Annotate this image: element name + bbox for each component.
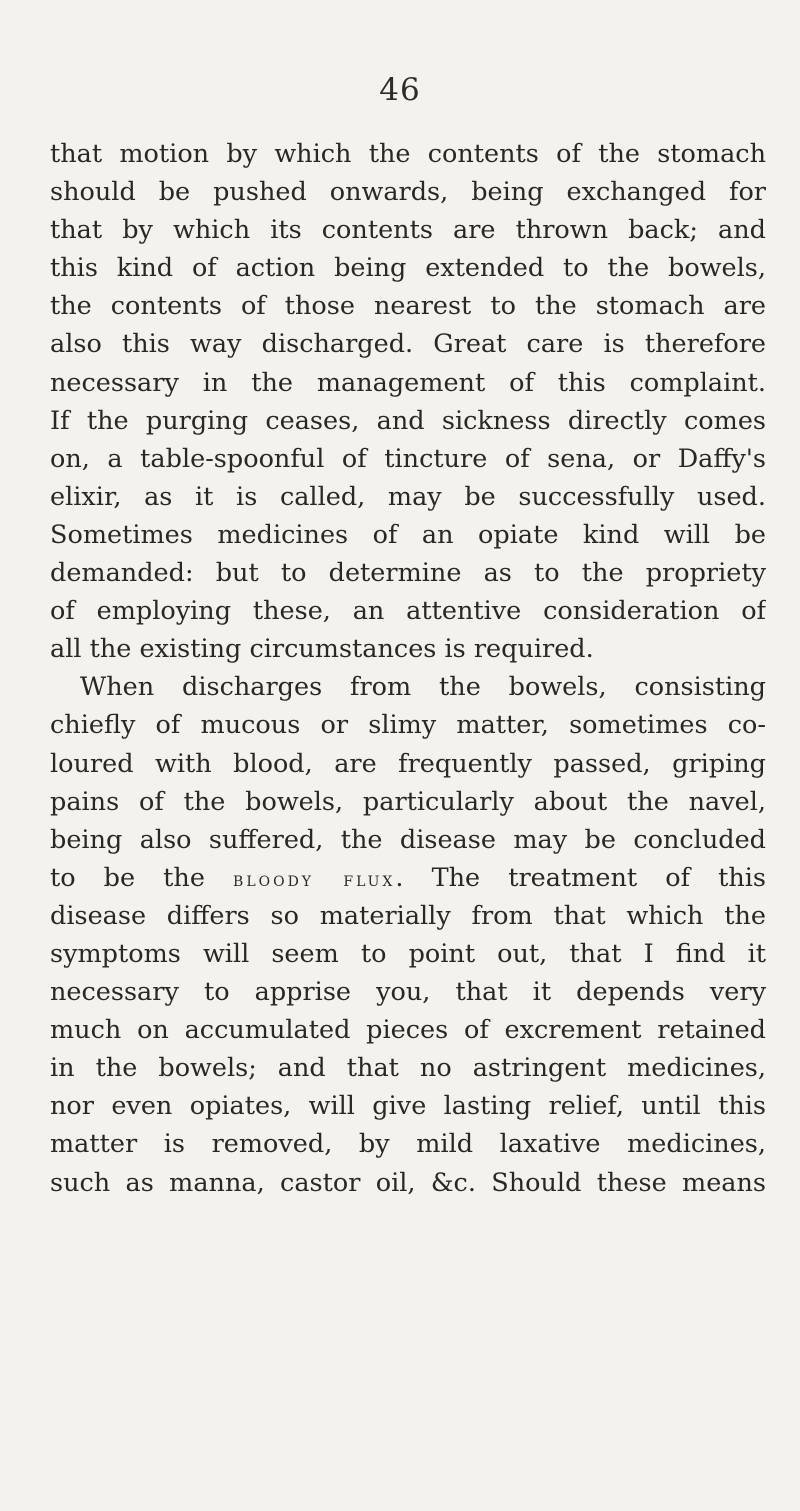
text-line: also this way discharged. Great care is therefore [50, 329, 766, 360]
text-line: much on accumulated pieces of excrement retained [50, 1015, 766, 1046]
text-line: the contents of those nearest to the stomach are [50, 291, 766, 322]
text-line: demanded: but to determine as to the propriety [50, 558, 766, 589]
text-line: in the bowels; and that no astringent medicines, [50, 1053, 766, 1084]
text-segment: . The treatment of this [395, 862, 766, 893]
text-line: symptoms will seem to point out, that I find it [50, 938, 766, 969]
text-line-with-small-caps [50, 859, 766, 897]
small-caps-term: bloody flux [233, 866, 396, 891]
text-line: being also suffered, the disease may be concluded [50, 824, 766, 855]
text-line: all the existing circumstances is required. [50, 634, 594, 665]
text-line: on, a table-spoonful of tincture of sena, or Daffy's [50, 443, 766, 474]
text-segment: to be the [50, 862, 234, 893]
text-line: Sometimes medicines of an opiate kind will be [50, 519, 766, 550]
text-line: that motion by which the contents of the stomach [50, 139, 766, 169]
text-line: that by which its contents are thrown back; and [50, 215, 766, 246]
text-line: When discharges from the bowels, consisting [80, 672, 766, 703]
text-line: disease differs so materially from that which the [50, 900, 766, 931]
text-line: If the purging ceases, and sickness directly comes [50, 405, 766, 436]
text-line: pains of the bowels, particularly about the navel, [50, 786, 766, 817]
body-text [50, 135, 766, 1202]
text-line: such as manna, castor oil, &c. Should these means [50, 1167, 766, 1198]
text-line: necessary in the management of this complaint. [50, 367, 766, 398]
text-line: loured with blood, are frequently passed, griping [50, 748, 766, 779]
text-line: this kind of action being extended to the bowels, [50, 253, 766, 284]
text-line: should be pushed onwards, being exchanged for [50, 177, 766, 208]
text-line: chiefly of mucous or slimy matter, sometimes co- [50, 710, 766, 741]
page-number: 46 [379, 72, 421, 108]
text-line: matter is removed, by mild laxative medicines, [50, 1129, 766, 1160]
text-line: of employing these, an attentive consideration of [50, 596, 766, 627]
text-line: elixir, as it is called, may be successfully used. [50, 481, 766, 512]
text-line: nor even opiates, will give lasting relief, until this [50, 1091, 766, 1122]
text-line: necessary to apprise you, that it depends very [50, 977, 766, 1008]
